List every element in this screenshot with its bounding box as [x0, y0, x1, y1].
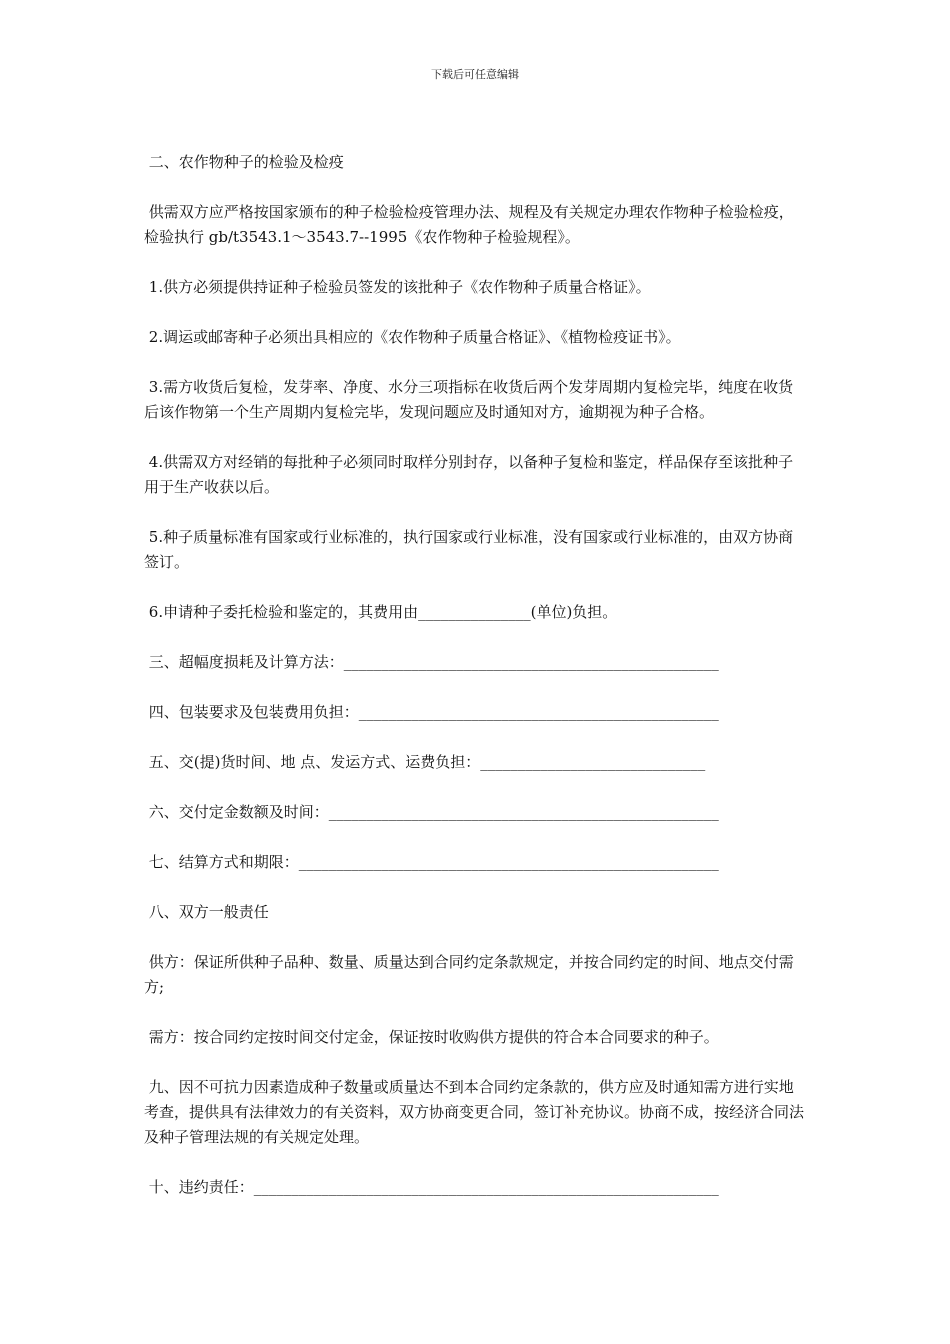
clause-3: 3.需方收货后复检，发芽率、净度、水分三项指标在收货后两个发芽周期内复检完毕，纯度在收货后该作物第一个生产周期内复检完毕，发现问题应及时通知对方，逾期视为种子合格。	[144, 378, 794, 421]
paragraph-inspection-rules: 供需双方应严格按国家颁布的种子检验检疫管理办法、规程及有关规定办理农作物种子检验检疫，检验执行 gb/t3543.1～3543.7--1995《农作物种子检验规程》。	[144, 203, 794, 246]
section-heading-8: 八、双方一般责任	[144, 903, 269, 921]
document-body	[144, 150, 808, 1200]
clause-2: 2.调运或邮寄种子必须出具相应的《农作物种子质量合格证》、《植物检疫证书》。	[144, 328, 681, 346]
clause-5: 5.种子质量标准有国家或行业标准的，执行国家或行业标准，没有国家或行业标准的，由双方协商签订。	[144, 528, 794, 571]
clause-6: 6.申请种子委托检验和鉴定的，其费用由_______________(单位)负担。	[144, 603, 618, 621]
section-heading-9: 九、因不可抗力因素造成种子数量或质量达不到本合同约定条款的，供方应及时通知需方进行实地考查，提供具有法律效力的有关资料，双方协商变更合同，签订补充协议。协商不成，按经济合同法及种子管理法规的有关规定处理。	[144, 1078, 805, 1146]
section-heading-3: 三、超幅度损耗及计算方法：__________________________________________________	[144, 653, 719, 671]
section-heading-6: 六、交付定金数额及时间：____________________________________________________	[144, 803, 719, 821]
buyer-duties: 需方：按合同约定按时间交付定金，保证按时收购供方提供的符合本合同要求的种子。	[144, 1028, 719, 1046]
section-heading-2: 二、农作物种子的检验及检疫	[144, 153, 344, 171]
section-heading-10: 十、违约责任：______________________________________________________________	[144, 1178, 719, 1196]
clause-1: 1.供方必须提供持证种子检验员签发的该批种子《农作物种子质量合格证》。	[144, 278, 651, 296]
supplier-duties: 供方：保证所供种子品种、数量、质量达到合同约定条款规定，并按合同约定的时间、地点交付需方;	[144, 953, 794, 996]
clause-4: 4.供需双方对经销的每批种子必须同时取样分别封存，以备种子复检和鉴定，样品保存至该批种子用于生产收获以后。	[144, 453, 794, 496]
section-heading-4: 四、包装要求及包装费用负担：________________________________________________	[144, 703, 719, 721]
header-note: 下载后可任意编辑	[431, 68, 519, 81]
section-heading-5: 五、交(提)货时间、地 点、发运方式、运费负担：______________________________	[144, 753, 706, 771]
section-heading-7: 七、结算方式和期限：________________________________________________________	[144, 853, 719, 871]
